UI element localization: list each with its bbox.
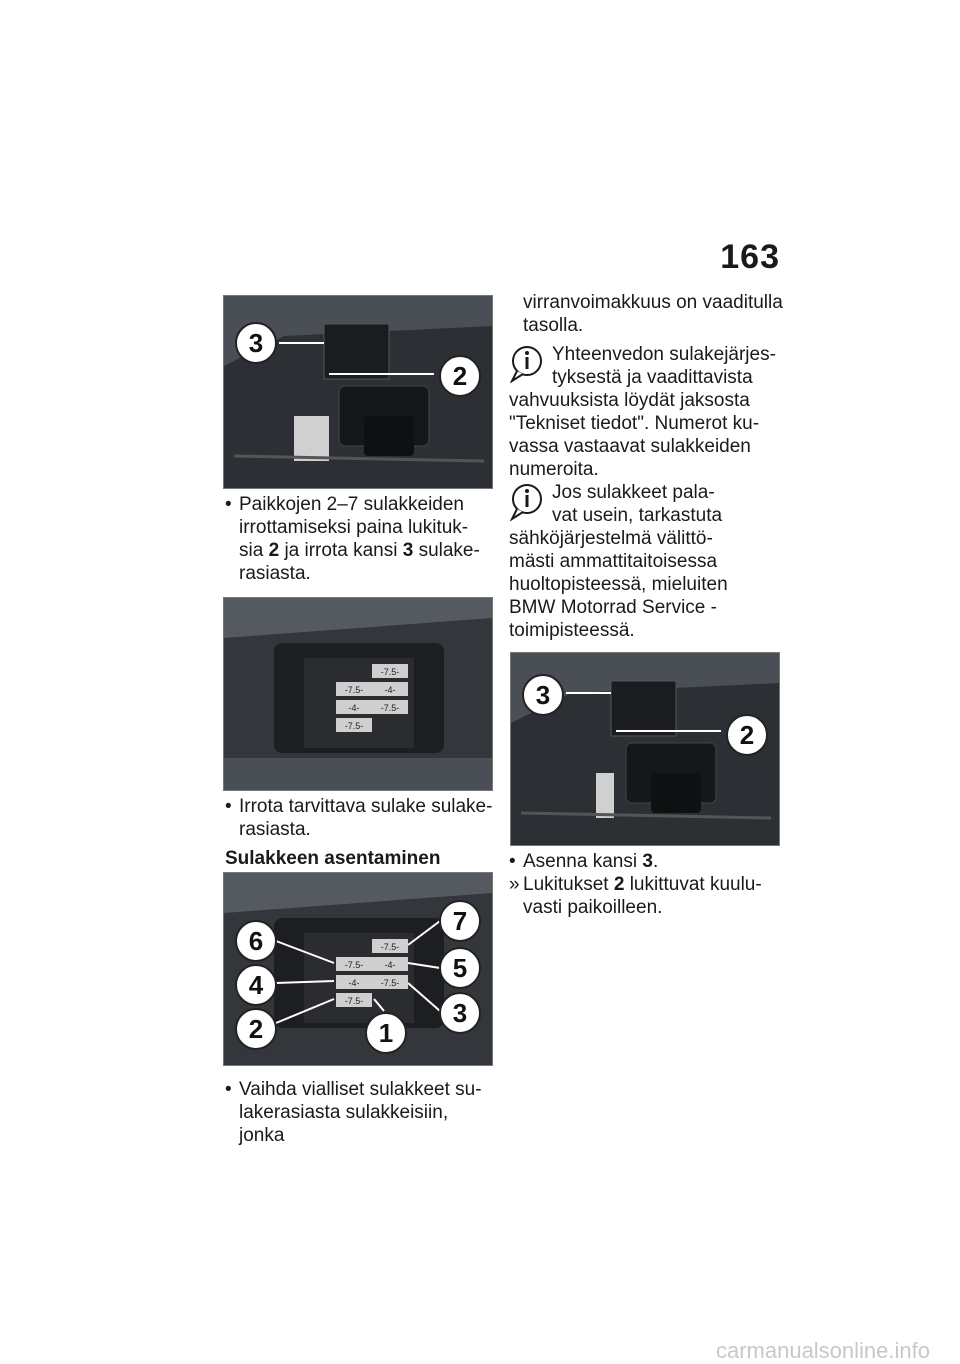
fuse-box-photo-cover <box>223 295 493 489</box>
callout-1: 1 <box>378 1018 394 1048</box>
fuse-label: -7.5- <box>344 721 364 731</box>
step-3-continued: virranvoimakkuus on vaaditulla tasolla. <box>523 292 783 336</box>
fuse-label: -7.5- <box>344 685 364 695</box>
callout-7: 7 <box>452 906 468 936</box>
step-2: • Irrota tarvittava sulake sulake- rasiasta. <box>225 796 493 840</box>
callout-3: 3 <box>452 998 468 1028</box>
callout-4: 4 <box>248 970 264 1000</box>
fuse-box-photo-install <box>510 652 780 846</box>
fuse-label: -7.5- <box>344 960 364 970</box>
page-number: 163 <box>720 238 780 276</box>
callout-3: 3 <box>535 680 551 710</box>
watermark: carmanualsonline.info <box>715 1338 930 1363</box>
fuse-label: -4- <box>348 703 360 713</box>
fuse-label: -4- <box>384 685 396 695</box>
info-note-1: Yhteenvedon sulakejärjes- tyksestä ja vaadittavista vahvuuksista löydät jaksosta "Tekniset tiedot". Numerot ku- vassa vastaavat sulakkeiden numeroita. <box>509 344 776 480</box>
fuse-label: -7.5- <box>380 942 400 952</box>
callout-2: 2 <box>248 1014 264 1044</box>
callout-2: 2 <box>739 720 755 750</box>
callout-3: 3 <box>248 328 264 358</box>
callout-2: 2 <box>452 361 468 391</box>
fuse-box-photo-open <box>223 597 493 791</box>
info-note-2: Jos sulakkeet pala- vat usein, tarkastuta sähköjärjestelmä välittö- mästi ammattitaitoisessa huoltopisteessä, mieluiten BMW Motorrad Service - toimipisteessä. <box>509 482 728 641</box>
fuse-box-photo-positions <box>223 872 493 1066</box>
fuse-label: -7.5- <box>380 978 400 988</box>
fuse-label: -7.5- <box>344 996 364 1006</box>
fuse-label: -7.5- <box>380 667 400 677</box>
step-1: • Paikkojen 2–7 sulakkeiden irrottamiseksi paina lukituk- sia 2 ja irrota kansi 3 sulake- rasiasta. <box>225 494 480 584</box>
callout-6: 6 <box>248 926 264 956</box>
fuse-label: -4- <box>384 960 396 970</box>
section-heading: Sulakkeen asentaminen <box>225 848 441 869</box>
step-3: • Vaihda vialliset sulakkeet su- lakerasiasta sulakkeisiin, jonka <box>225 1079 482 1146</box>
callout-5: 5 <box>452 953 468 983</box>
step-4: • Asenna kansi 3. » Lukitukset 2 lukittuvat kuulu- vasti paikoilleen. <box>509 851 762 918</box>
fuse-label: -7.5- <box>380 703 400 713</box>
fuse-label: -4- <box>348 978 360 988</box>
